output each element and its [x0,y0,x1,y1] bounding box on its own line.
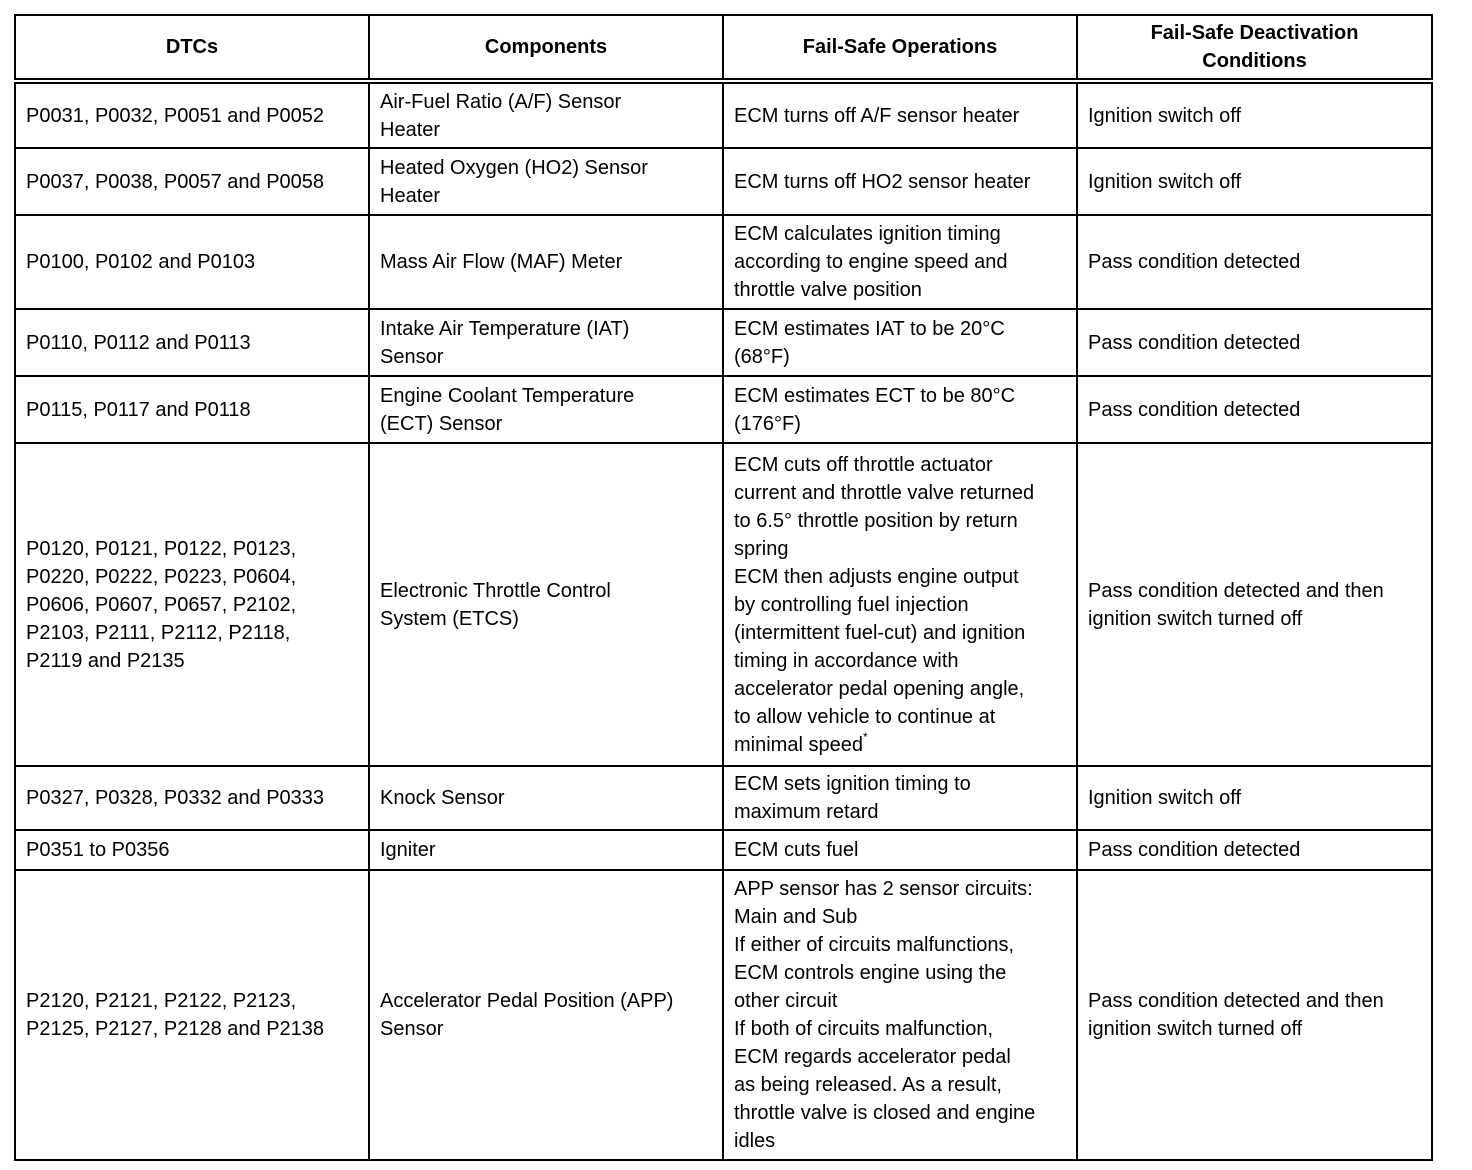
cell-component: Electronic Throttle Control System (ETCS) [369,443,723,766]
header-components: Components [369,15,723,81]
cell-deactivation: Pass condition detected and then ignition switch turned off [1077,443,1432,766]
table-row [15,309,1432,376]
cell-operation: ECM turns off A/F sensor heater [723,81,1077,148]
cell-deactivation: Ignition switch off [1077,148,1432,215]
table-row [15,443,1432,766]
cell-dtcs: P0351 to P0356 [15,830,369,870]
cell-operation: ECM estimates IAT to be 20°C (68°F) [723,309,1077,376]
header-fail-safe-operations: Fail-Safe Operations [723,15,1077,81]
cell-deactivation: Ignition switch off [1077,81,1432,148]
footnote-marker: * [862,729,868,744]
table-body [15,81,1432,1160]
table-row [15,148,1432,215]
table-row [15,215,1432,309]
header-dtcs: DTCs [15,15,369,81]
cell-deactivation: Pass condition detected [1077,309,1432,376]
cell-deactivation: Pass condition detected [1077,215,1432,309]
cell-component: Air-Fuel Ratio (A/F) Sensor Heater [369,81,723,148]
cell-component: Knock Sensor [369,766,723,830]
operation-text: ECM cuts off throttle actuator current and throttle valve returned to 6.5° throttle position by return spring ECM then adjusts engine output by controlling fuel injection (intermittent fuel-cut) and ignition timing in accordance with accelerator pedal opening angle, to allow vehicle to continue at minimal speed [734,453,1035,756]
cell-component: Engine Coolant Temperature (ECT) Sensor [369,376,723,443]
cell-operation: ECM sets ignition timing to maximum retard [723,766,1077,830]
table-row [15,830,1432,870]
cell-operation: ECM cuts fuel [723,830,1077,870]
table-header [15,15,1432,81]
cell-operation: ECM turns off HO2 sensor heater [723,148,1077,215]
cell-deactivation: Ignition switch off [1077,766,1432,830]
cell-operation: ECM calculates ignition timing according to engine speed and throttle valve position [723,215,1077,309]
cell-component: Accelerator Pedal Position (APP) Sensor [369,870,723,1160]
cell-dtcs: P0120, P0121, P0122, P0123, P0220, P0222, P0223, P0604, P0606, P0607, P0657, P2102, P2103, P2111, P2112, P2118, P2119 and P2135 [15,443,369,766]
cell-dtcs: P0110, P0112 and P0113 [15,309,369,376]
cell-deactivation: Pass condition detected and then ignition switch turned off [1077,870,1432,1160]
cell-dtcs: P0100, P0102 and P0103 [15,215,369,309]
cell-component: Heated Oxygen (HO2) Sensor Heater [369,148,723,215]
cell-operation [723,443,1077,766]
table-row [15,870,1432,1160]
table-row [15,376,1432,443]
cell-dtcs: P0115, P0117 and P0118 [15,376,369,443]
cell-component: Igniter [369,830,723,870]
cell-component: Mass Air Flow (MAF) Meter [369,215,723,309]
cell-deactivation: Pass condition detected [1077,376,1432,443]
header-row [15,15,1432,81]
cell-operation: ECM estimates ECT to be 80°C (176°F) [723,376,1077,443]
cell-deactivation: Pass condition detected [1077,830,1432,870]
cell-dtcs: P0031, P0032, P0051 and P0052 [15,81,369,148]
cell-dtcs: P2120, P2121, P2122, P2123, P2125, P2127, P2128 and P2138 [15,870,369,1160]
cell-dtcs: P0327, P0328, P0332 and P0333 [15,766,369,830]
header-deactivation-conditions: Fail-Safe Deactivation Conditions [1077,15,1432,81]
cell-component: Intake Air Temperature (IAT) Sensor [369,309,723,376]
table-row [15,766,1432,830]
cell-operation: APP sensor has 2 sensor circuits: Main and Sub If either of circuits malfunctions, ECM controls engine using the other circuit If both of circuits malfunction, ECM regards accelerator pedal as being released. As a result, throttle valve is closed and engine idles [723,870,1077,1160]
cell-dtcs: P0037, P0038, P0057 and P0058 [15,148,369,215]
table-row [15,81,1432,148]
fail-safe-table [14,14,1433,1161]
